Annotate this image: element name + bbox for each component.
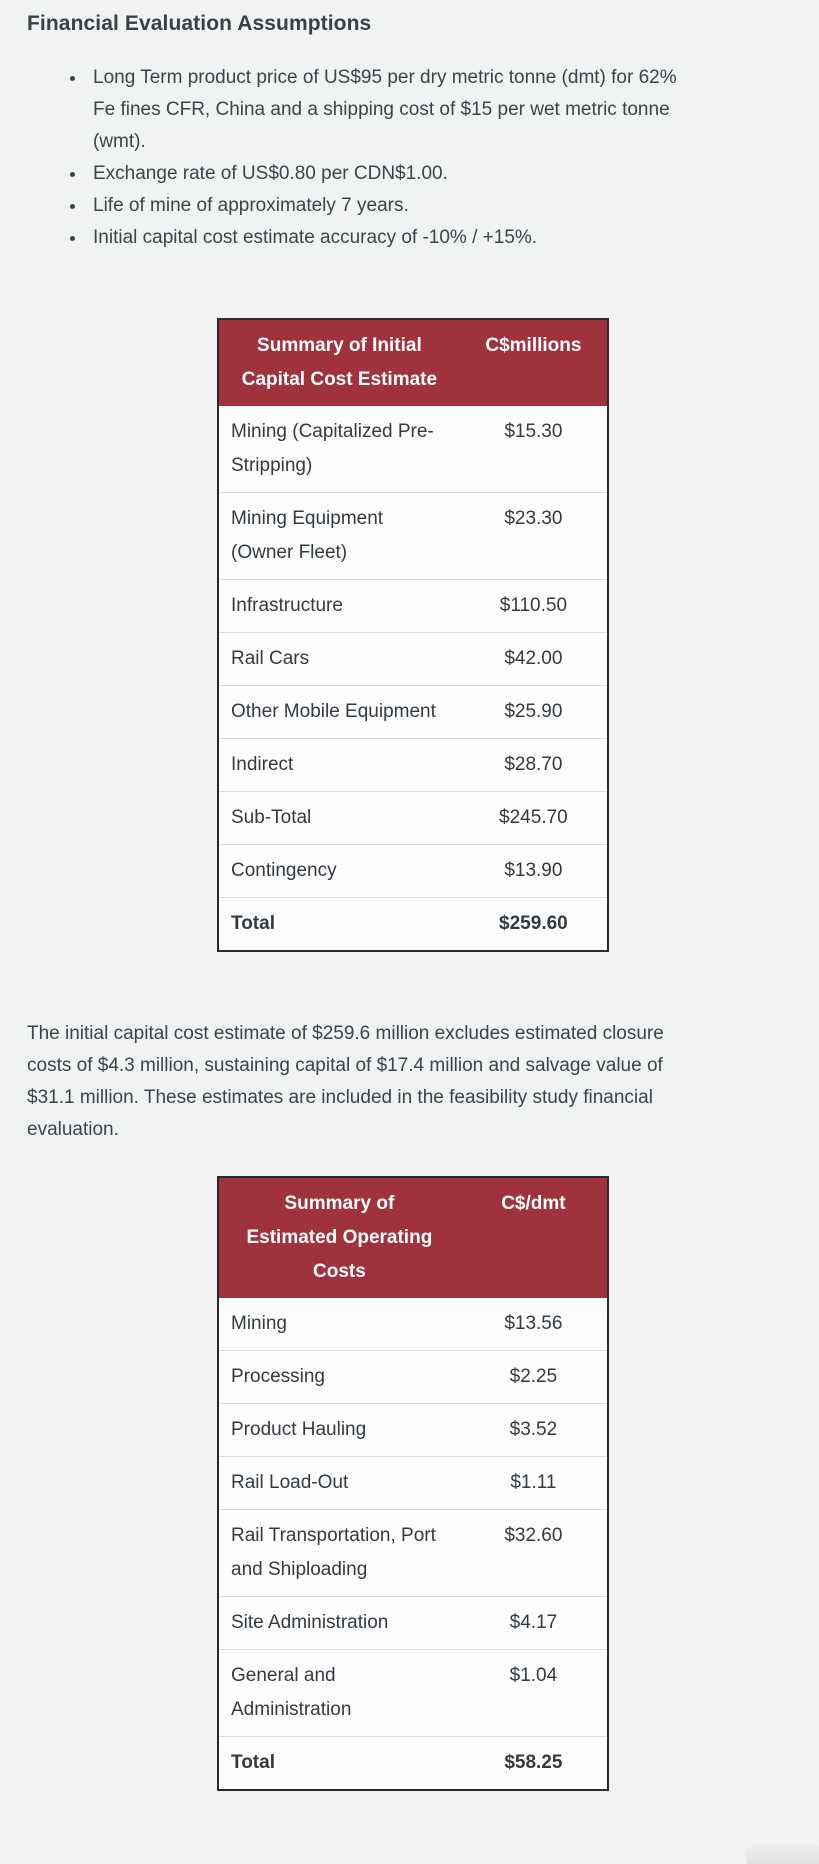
row-value: $32.60 xyxy=(460,1510,608,1597)
table-row xyxy=(218,1510,608,1597)
capital-cost-table-unit: C$millions xyxy=(460,319,608,406)
table-row xyxy=(218,1404,608,1457)
row-label: Mining xyxy=(231,1313,287,1334)
row-label: General and Administration xyxy=(218,1650,460,1737)
row-value: $15.30 xyxy=(504,421,563,442)
table-row xyxy=(218,845,608,898)
row-value: $28.70 xyxy=(460,739,608,792)
page-title: Financial Evaluation Assumptions xyxy=(27,12,372,35)
row-value: $1.11 xyxy=(460,1457,608,1510)
row-label: Mining Equipment (Owner Fleet) xyxy=(218,493,460,580)
table-row xyxy=(218,739,608,792)
table-row xyxy=(218,898,608,952)
row-label: Mining (Capitalized Pre-Stripping) xyxy=(231,421,434,476)
row-value: $3.52 xyxy=(460,1404,608,1457)
table-row xyxy=(218,1351,608,1404)
capital-cost-table-title: Summary of Initial Capital Cost Estimate xyxy=(218,319,460,406)
table-row xyxy=(218,493,608,580)
row-value: $2.25 xyxy=(460,1351,608,1404)
table-row xyxy=(218,1737,608,1791)
row-value: $13.90 xyxy=(460,845,608,898)
row-label: Total xyxy=(218,898,460,952)
row-value: $58.25 xyxy=(460,1737,608,1791)
operating-cost-table-title: Summary of Estimated Operating Costs xyxy=(218,1177,460,1298)
table-row xyxy=(218,792,608,845)
list-item: • Long Term product price of US$95 per dry metric tonne (dmt) for 62% Fe fines CFR, China and a shipping cost of $15 per wet metric tonne (wmt). xyxy=(87,62,687,158)
row-value: $4.17 xyxy=(460,1597,608,1650)
row-value: $1.04 xyxy=(460,1650,608,1737)
row-label: Site Administration xyxy=(218,1597,460,1650)
row-label: Other Mobile Equipment xyxy=(218,686,460,739)
row-value: $25.90 xyxy=(460,686,608,739)
table-row xyxy=(218,1650,608,1737)
table-row xyxy=(218,686,608,739)
list-item: • Exchange rate of US$0.80 per CDN$1.00. xyxy=(87,158,687,190)
operating-cost-table-unit: C$/dmt xyxy=(460,1177,608,1298)
row-label: Contingency xyxy=(218,845,460,898)
operating-cost-table-body xyxy=(218,1298,608,1790)
floating-corner-widget[interactable] xyxy=(747,1847,819,1864)
row-value: $259.60 xyxy=(460,898,608,952)
row-value: $13.56 xyxy=(504,1313,563,1334)
table-row xyxy=(218,1597,608,1650)
row-value: $245.70 xyxy=(460,792,608,845)
operating-cost-table xyxy=(217,1176,609,1791)
operating-cost-table-header xyxy=(218,1177,608,1298)
row-label: Rail Transportation, Port and Shiploading xyxy=(218,1510,460,1597)
row-value: $110.50 xyxy=(460,580,608,633)
row-value: $42.00 xyxy=(460,633,608,686)
table-row xyxy=(218,1298,608,1351)
list-item: • Initial capital cost estimate accuracy of -10% / +15%. xyxy=(87,222,687,254)
table-row xyxy=(218,633,608,686)
row-label: Indirect xyxy=(218,739,460,792)
row-label: Total xyxy=(218,1737,460,1791)
list-item: • Life of mine of approximately 7 years. xyxy=(87,190,687,222)
capital-cost-table-body xyxy=(218,406,608,951)
row-label: Rail Load-Out xyxy=(218,1457,460,1510)
capital-cost-table-header xyxy=(218,319,608,406)
row-value: $23.30 xyxy=(460,493,608,580)
capital-cost-table xyxy=(217,318,609,952)
row-label: Infrastructure xyxy=(218,580,460,633)
table-row xyxy=(218,406,608,493)
table-row xyxy=(218,1457,608,1510)
capital-cost-note: The initial capital cost estimate of $259.6 million excludes estimated closure costs of $4.3 million, sustaining capital of $17.4 million and salvage value of $31.1 million. These estimates are included in the feasibility study financial evaluation. xyxy=(27,1023,664,1140)
table-row xyxy=(218,580,608,633)
row-label: Processing xyxy=(218,1351,460,1404)
row-label: Sub-Total xyxy=(218,792,460,845)
assumptions-list xyxy=(27,62,792,254)
row-label: Rail Cars xyxy=(218,633,460,686)
row-label: Product Hauling xyxy=(218,1404,460,1457)
